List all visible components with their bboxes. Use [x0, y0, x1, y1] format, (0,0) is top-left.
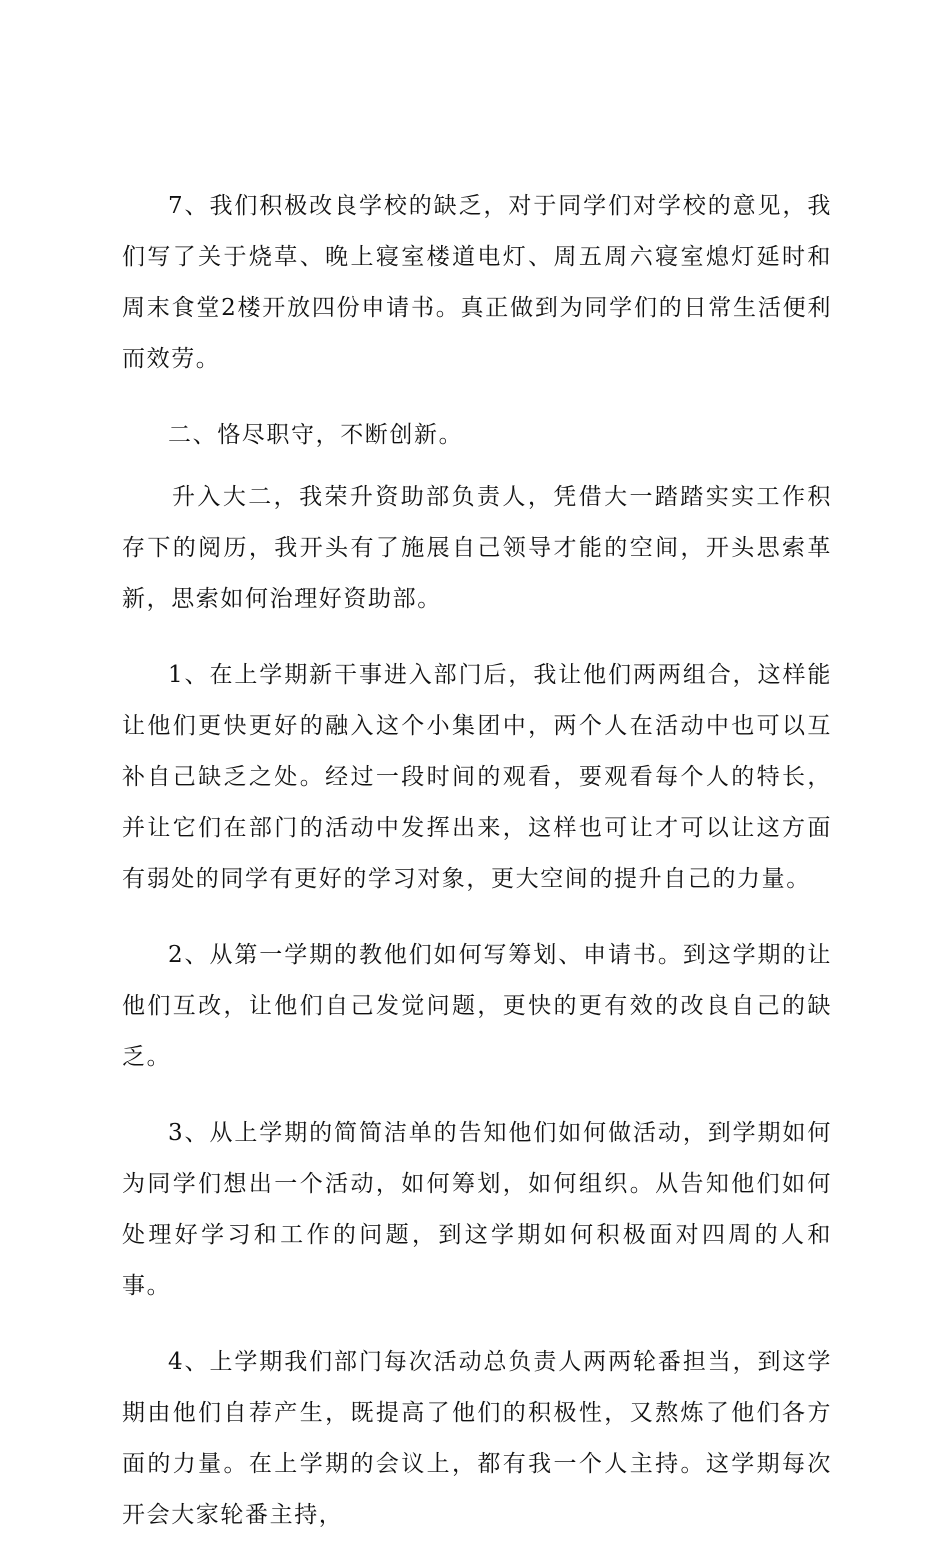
paragraph-item-4: 4、上学期我们部门每次活动总负责人两两轮番担当，到这学期由他们自荐产生，既提高了他们的积极性，又熬炼了他们各方面的力量。在上学期的会议上，都有我一个人主持。这学期每次开会大家轮番主持， [122, 1349, 832, 1528]
paragraph-item-2: 2、从第一学期的教他们如何写筹划、申请书。到这学期的让他们互改，让他们自己发觉问题，更快的更有效的改良自己的缺乏。 [122, 942, 832, 1070]
document-body [122, 181, 832, 1566]
paragraph-item-7: 7、我们积极改良学校的缺乏，对于同学们对学校的意见，我们写了关于烧草、晚上寝室楼道电灯、周五周六寝室熄灯延时和周末食堂2楼开放四份申请书。真正做到为同学们的日常生活便利而效劳。 [122, 193, 832, 372]
section-heading-2: 二、恪尽职守，不断创新。 [168, 422, 464, 448]
paragraph-intro-sophomore: 升入大二，我荣升资助部负责人，凭借大一踏踏实实工作积存下的阅历，我开头有了施展自己领导才能的空间，开头思索革新，思索如何治理好资助部。 [122, 484, 832, 612]
paragraph-item-1: 1、在上学期新干事进入部门后，我让他们两两组合，这样能让他们更快更好的融入这个小集团中，两个人在活动中也可以互补自己缺乏之处。经过一段时间的观看，要观看每个人的特长，并让它们在部门的活动中发挥出来，这样也可让才可以让这方面有弱处的同学有更好的学习对象，更大空间的提升自己的力量。 [122, 662, 832, 892]
paragraph-item-3: 3、从上学期的简简洁单的告知他们如何做活动，到学期如何为同学们想出一个活动，如何筹划，如何组织。从告知他们如何处理好学习和工作的问题，到这学期如何积极面对四周的人和事。 [122, 1120, 832, 1299]
